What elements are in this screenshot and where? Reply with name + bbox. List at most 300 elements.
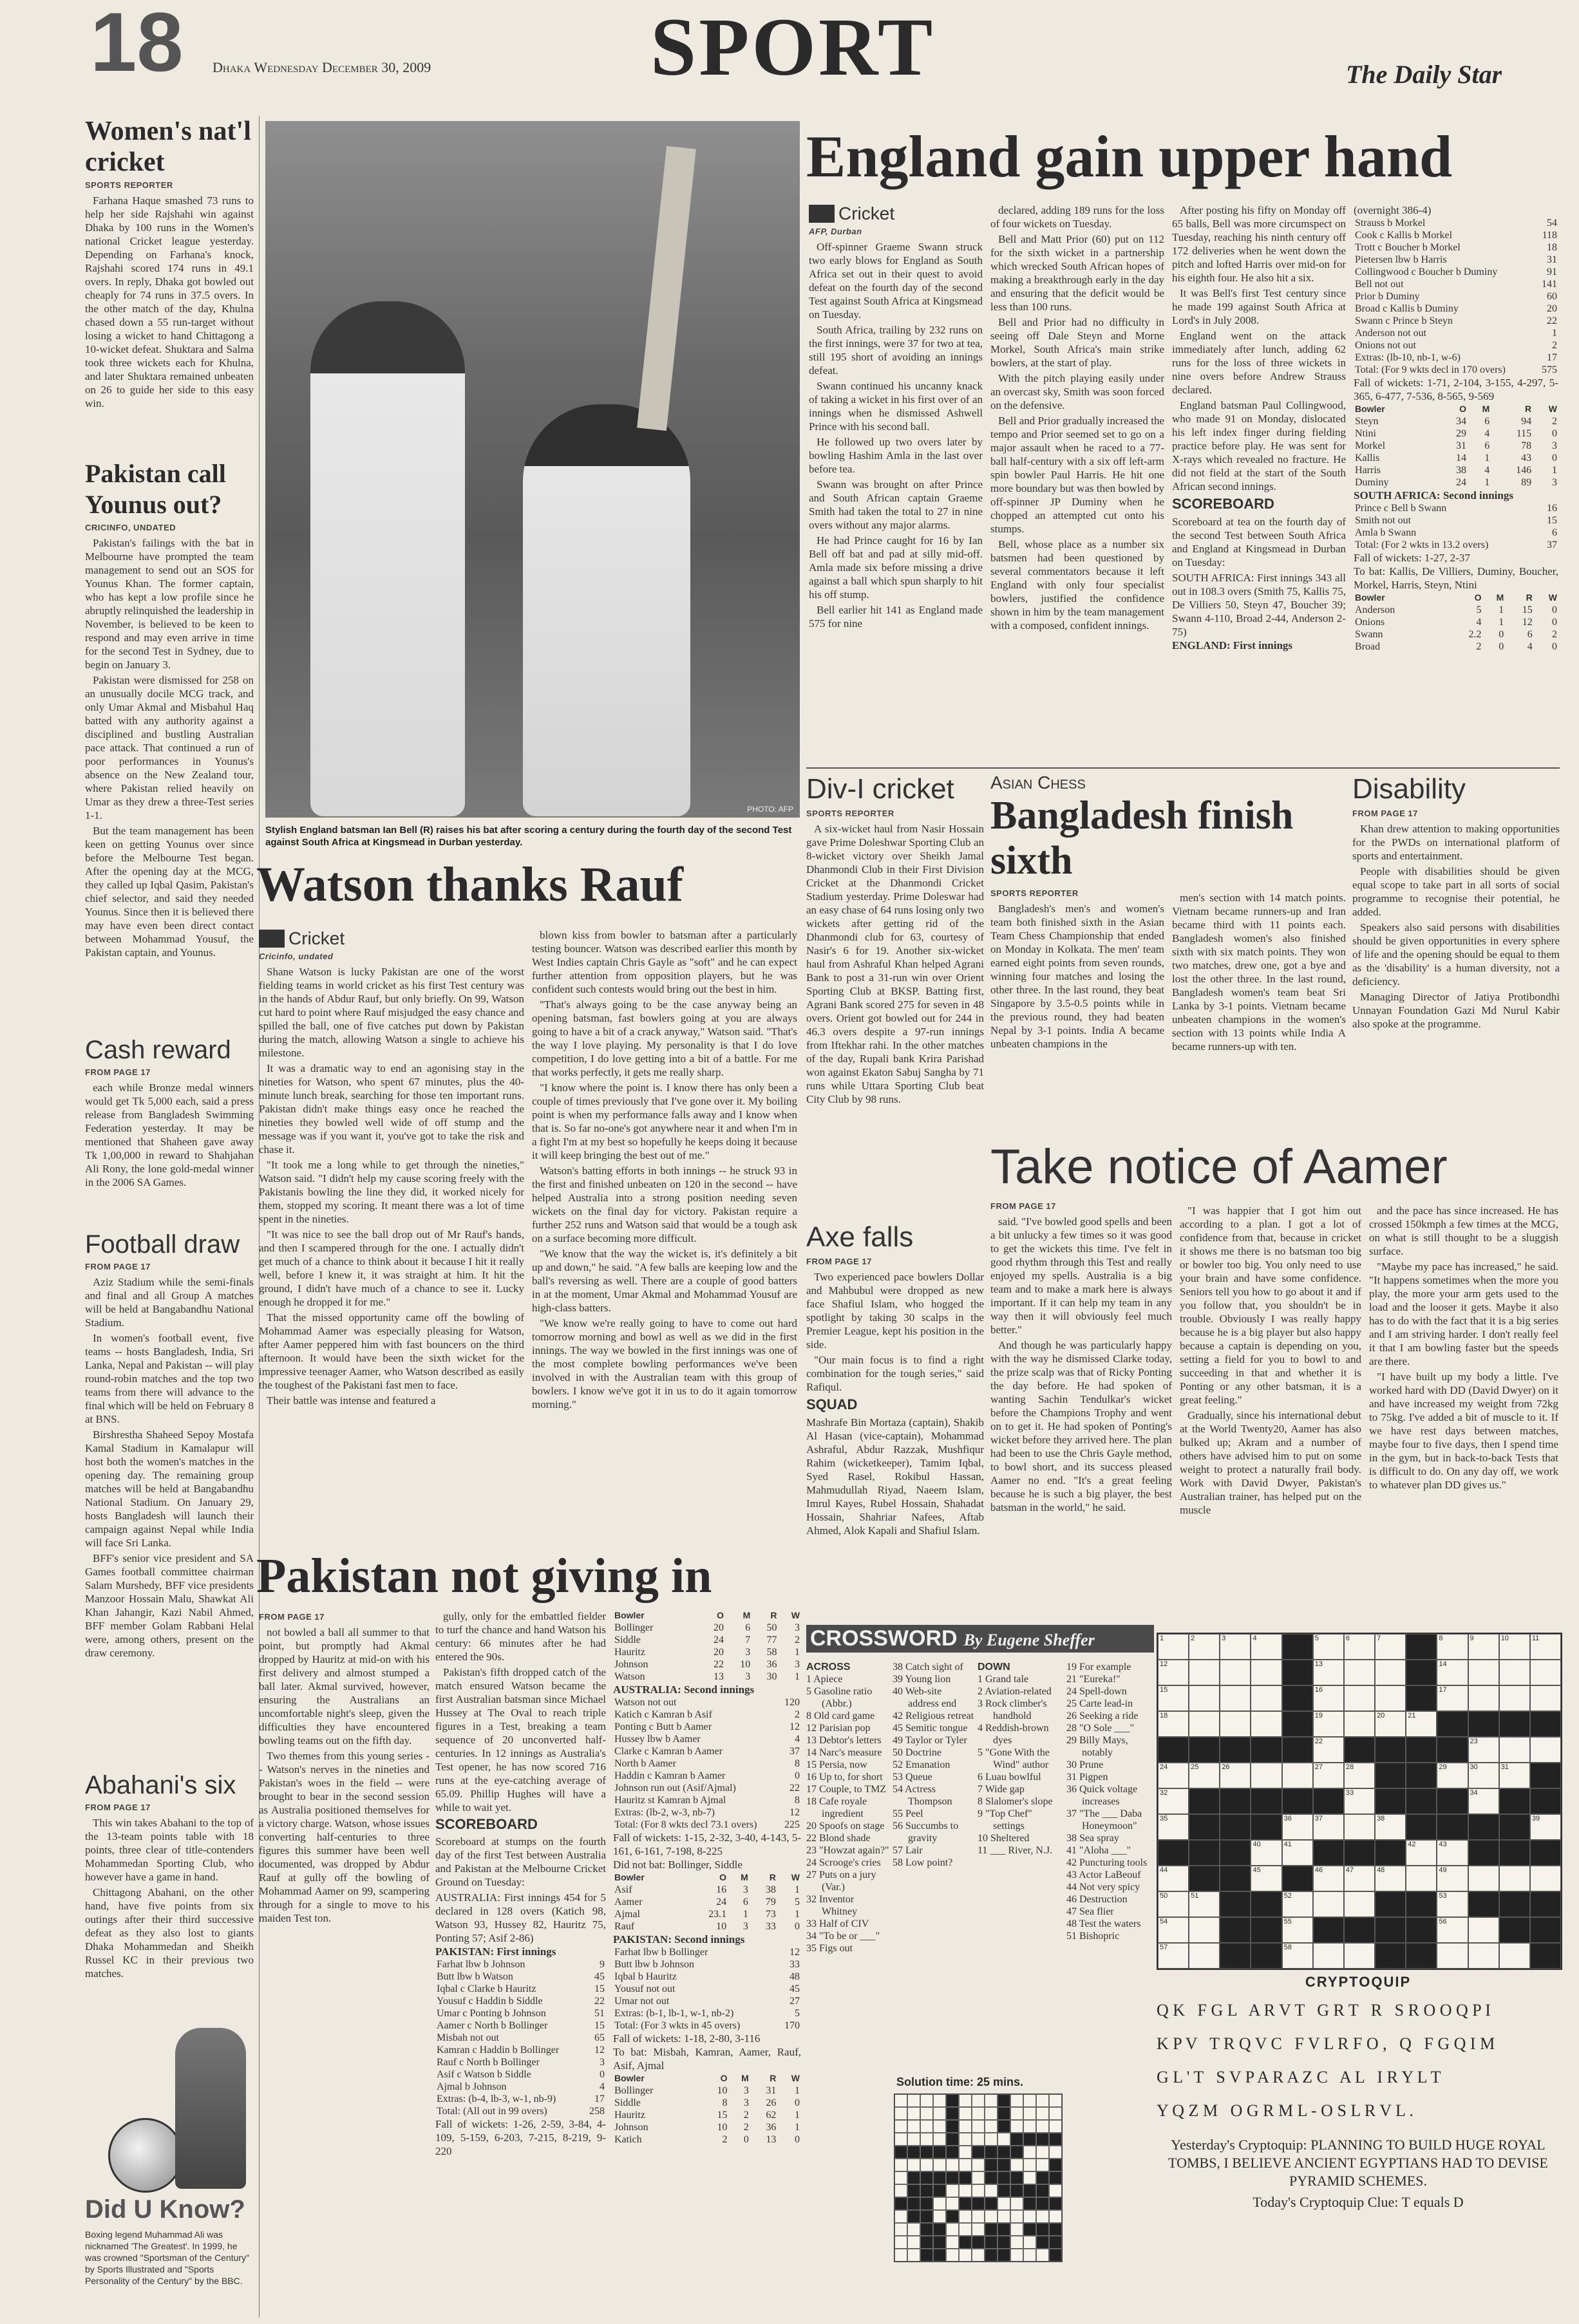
grid-cell[interactable] <box>1282 1814 1313 1840</box>
solution-cell <box>1023 2107 1036 2120</box>
table-cell: 2 <box>1552 629 1557 640</box>
table-cell: 3 <box>742 1884 748 1895</box>
table-cell: Rauf <box>614 1921 635 1932</box>
grid-cell[interactable] <box>1468 1917 1499 1943</box>
down-title: DOWN <box>978 1662 1010 1673</box>
grid-cell[interactable] <box>1282 1943 1313 1969</box>
cell-number: 28 <box>1345 1763 1354 1771</box>
table-cell: North b Aamer <box>614 1758 676 1769</box>
solution-cell <box>946 2223 959 2236</box>
grid-cell[interactable] <box>1158 1917 1189 1943</box>
solution-block <box>972 2197 985 2210</box>
table-row <box>613 1646 801 1658</box>
grid-cell[interactable] <box>1158 1866 1189 1891</box>
grid-cell[interactable] <box>1375 1660 1406 1685</box>
solution-block <box>1023 2223 1036 2236</box>
table-cell: 258 <box>589 2106 605 2117</box>
table-cell: 22 <box>1547 315 1557 326</box>
cell-number: 35 <box>1160 1815 1168 1823</box>
grid-block <box>1406 1763 1437 1788</box>
table-cell: 78 <box>1521 440 1532 451</box>
paragraph: Aziz Stadium while the semi-finals and final and all Group A matches will be held at Bangabandhu National Stadium. <box>85 1276 254 1329</box>
grid-cell[interactable] <box>1189 1711 1220 1737</box>
byline: Cricinfo, undated <box>259 951 334 961</box>
cell-number: 43 <box>1439 1841 1447 1848</box>
table-cell: 1 <box>1552 465 1557 476</box>
grid-cell[interactable] <box>1251 1634 1281 1660</box>
grid-cell[interactable] <box>1468 1660 1499 1685</box>
grid-cell[interactable] <box>1313 1685 1344 1711</box>
table-cell: 38 <box>765 1884 776 1895</box>
grid-cell[interactable] <box>1437 1634 1468 1660</box>
paragraph: But the team management has been keen on getting Younus over since before the Melbourne Test began. After the opening day at the MCG, they called up Iqbal Qasim, Pakistan's chief selector, and said they needed Younus. Since then it is believed there may have even been direct contact between Mohammad Yousuf, the Pakistan captain, and Younus. <box>85 825 254 959</box>
grid-cell[interactable] <box>1530 1634 1561 1660</box>
grid-cell[interactable] <box>1220 1685 1251 1711</box>
paragraph: "I was happier that I got him out according to a plan. I got a lot of confidence from that, because in cricket it shows me there is no batsman too big or bowler too big. You only need to use your brain and have some confidence. Seniors tell you how to go about it and if you follow that, you shouldn't be in trouble. Obviously I was really happy because he is a big player but also happy because a captain is depending on you, setting a field for you to bowl to and succeeding in that and whether it is Ponting or any other batsman, it is a great feeling." <box>1180 1204 1361 1406</box>
table-row <box>435 2093 606 2105</box>
solution-cell <box>959 2133 972 2146</box>
pak-second-table <box>613 1946 801 2032</box>
cell-number: 8 <box>1439 1635 1443 1642</box>
grid-block <box>1189 1814 1220 1840</box>
table-cell: 12 <box>790 1721 800 1732</box>
grid-cell[interactable] <box>1406 1866 1437 1891</box>
byline: AFP, Durban <box>809 227 862 236</box>
table-cell: 10 <box>716 1921 727 1932</box>
grid-cell[interactable] <box>1375 1634 1406 1660</box>
cell-number: 57 <box>1160 1944 1168 1951</box>
grid-cell[interactable] <box>1437 1685 1468 1711</box>
grid-cell[interactable] <box>1375 1685 1406 1711</box>
table-row <box>435 2056 606 2068</box>
grid-cell[interactable] <box>1158 1788 1189 1814</box>
table-row <box>435 2032 606 2044</box>
cell-number: 54 <box>1160 1918 1168 1926</box>
table-row <box>1354 229 1558 241</box>
table-cell: 12 <box>790 1807 800 1818</box>
grid-cell[interactable] <box>1189 1917 1220 1943</box>
grid-cell[interactable] <box>1499 1634 1530 1660</box>
cell-number: 9 <box>1470 1635 1474 1642</box>
solution-cell <box>1049 2184 1062 2197</box>
solution-cell <box>1023 2120 1036 2133</box>
header-cell: R <box>770 1610 777 1620</box>
chess-col2 <box>1172 891 1346 1139</box>
table-cell: Johnson run out (Asif/Ajmal) <box>614 1783 736 1794</box>
crossword-grid[interactable] <box>1157 1633 1562 1970</box>
grid-cell[interactable] <box>1344 1711 1375 1737</box>
headline: Pakistan not giving in <box>256 1549 712 1603</box>
paragraph: BFF's senior vice president and SA Games football committee chairman Salam Murshedy, BFF vice presidents Manzoor Hossain Malu, Shawkat Ali Khan Jahangir, Kazi Nabil Ahmed, BFF member Golam Rabbani Helal were, among others, present on the draw ceremony. <box>85 1552 254 1659</box>
grid-cell[interactable] <box>1468 1737 1499 1763</box>
grid-cell[interactable] <box>1530 1685 1561 1711</box>
grid-cell[interactable] <box>1251 1866 1281 1891</box>
table-cell: 0 <box>795 1921 800 1932</box>
table-cell: 38 <box>1456 465 1466 476</box>
grid-cell[interactable] <box>1499 1943 1530 1969</box>
england-col2 <box>990 203 1164 764</box>
grid-cell[interactable] <box>1468 1866 1499 1891</box>
aamer-col2 <box>1180 1204 1361 1617</box>
solution-block <box>985 2197 998 2210</box>
table-row <box>1354 254 1558 266</box>
grid-cell[interactable] <box>1468 1788 1499 1814</box>
grid-cell[interactable] <box>1313 1943 1344 1969</box>
womens-cricket-story <box>85 116 254 457</box>
grid-cell[interactable] <box>1499 1737 1530 1763</box>
table-cell: 30 <box>766 1671 777 1682</box>
solution-cell <box>920 2120 933 2133</box>
solution-block <box>907 2184 920 2197</box>
grid-cell[interactable] <box>1344 1891 1375 1917</box>
clue: 7 Wide gap <box>978 1784 1025 1795</box>
solution-block <box>920 2210 933 2223</box>
table-cell: 0 <box>1552 453 1557 464</box>
paragraph: He had Prince caught for 16 by Ian Bell off bat and pad at silly mid-off. Amla made six before missing a drive against a ball which spun sharply to hit his off stump. <box>809 534 983 601</box>
solution-cell <box>985 2133 998 2146</box>
grid-cell[interactable] <box>1313 1891 1344 1917</box>
solution-block <box>920 2146 933 2159</box>
table-cell: 37 <box>1547 539 1557 550</box>
cell-number: 44 <box>1160 1866 1168 1874</box>
grid-block <box>1251 1943 1281 1969</box>
solution-cell <box>946 2159 959 2171</box>
table-cell: 4 <box>795 1734 800 1745</box>
header-cell: R <box>769 1872 776 1882</box>
cell-number: 46 <box>1314 1866 1323 1874</box>
grid-cell[interactable] <box>1158 1814 1189 1840</box>
solution-cell <box>972 2107 985 2120</box>
table-cell: Broad c Kallis b Duminy <box>1355 303 1459 314</box>
clue: 15 Persia, now <box>806 1759 867 1770</box>
table-row <box>613 1745 801 1757</box>
grid-cell[interactable] <box>1499 1685 1530 1711</box>
grid-block <box>1530 1917 1561 1943</box>
grid-cell[interactable] <box>1468 1943 1499 1969</box>
table-cell: Misbah not out <box>437 2032 499 2043</box>
solution-cell <box>907 2223 920 2236</box>
solution-cell <box>959 2210 972 2223</box>
england-col4 <box>1354 203 1558 764</box>
grid-block <box>1375 1737 1406 1763</box>
grid-cell[interactable] <box>1158 1685 1189 1711</box>
grid-block <box>1375 1763 1406 1788</box>
grid-cell[interactable] <box>1158 1634 1189 1660</box>
grid-cell[interactable] <box>1406 1711 1437 1737</box>
cell-number: 45 <box>1253 1866 1261 1874</box>
table-cell: Iqbal c Clarke b Hauritz <box>437 1983 536 1994</box>
table-cell: 3 <box>1552 440 1557 451</box>
solution-block <box>1049 2223 1062 2236</box>
headline: Disability <box>1352 773 1466 805</box>
grid-cell[interactable] <box>1158 1891 1189 1917</box>
grid-cell[interactable] <box>1344 1788 1375 1814</box>
grid-cell[interactable] <box>1251 1763 1281 1788</box>
clue: 33 Half of CIV <box>806 1918 869 1929</box>
down-list <box>1066 1661 1153 1942</box>
table-row <box>1354 327 1558 339</box>
pak-bowling-table <box>613 1871 801 1933</box>
grid-cell[interactable] <box>1344 1660 1375 1685</box>
grid-block <box>1406 1788 1437 1814</box>
grid-block <box>1499 1711 1530 1737</box>
byline: FROM PAGE 17 <box>85 1067 151 1077</box>
table-cell: 24 <box>716 1897 727 1907</box>
grid-cell[interactable] <box>1437 1763 1468 1788</box>
football-draw-story <box>85 1230 254 1770</box>
grid-cell[interactable] <box>1499 1763 1530 1788</box>
clue: 24 Spell-down <box>1066 1686 1127 1697</box>
grid-block <box>1375 1943 1406 1969</box>
grid-cell[interactable] <box>1437 1866 1468 1891</box>
paragraph: "That's always going to be the case anyway being an opening batsman, fast bowlers going at you are always going to have a bit of a crack anyway," Watson said. "That's the way I love playing. My personality is that I do love competition, I do love getting into a bit of a battle. For me that works perfectly, it gets me really sharp. <box>532 998 797 1078</box>
grid-cell[interactable] <box>1437 1840 1468 1866</box>
paragraph: After posting his fifty on Monday off 65 balls, Bell was more circumspect on Tuesday, reaching his ninth century off 172 deliveries when he went down the pitch and lofted Harris over mid-on for his eighth four. He also hit a six. <box>1172 204 1346 284</box>
grid-cell[interactable] <box>1189 1685 1220 1711</box>
table-cell: 13 <box>766 2134 777 2145</box>
grid-cell[interactable] <box>1499 1660 1530 1685</box>
table-row <box>613 1721 801 1733</box>
table-row <box>1354 604 1558 616</box>
table-cell: Bollinger <box>614 2085 654 2096</box>
paragraph: A six-wicket haul from Nasir Hossain gave Prime Doleshwar Sporting Club an 8-wicket victory over Sheikh Jamal Dhanmondi Club in their First Division Cricket at the Dhanmondi Cricket Stadium yesterday. Prime Doleswar had an easy chase of 64 runs losing only two wickets after getting rid of the Dhanmondi club for 63, courtesy of Nasir's 6 for 19. Another six-wicket haul from Ashraful Khan helped Agrani Bank to post a 31-run win over Orient Sporting Club at BKSP. Batting first, Agrani Bank scored 275 for seven in 48 overs. Orient got bowled out for 244 in 46.3 overs despite a 97-run innings from Iftekhar rahi. In the other matches of the day, Rupali bank Krira Parishad won against Ekaton Sabuj Sangha by 71 runs while Uttara Sporting Club beat City Club by 98 runs. <box>806 823 984 1105</box>
grid-cell[interactable] <box>1437 1891 1468 1917</box>
aus-bowling1-table <box>613 1609 801 1683</box>
grid-cell[interactable] <box>1251 1660 1281 1685</box>
across-clues-1 <box>806 1661 890 2318</box>
cell-number: 23 <box>1470 1738 1478 1745</box>
section-title: SPORT <box>650 5 936 89</box>
header-cell: W <box>791 1872 800 1882</box>
table-cell: 3 <box>743 2085 749 2096</box>
solution-cell <box>920 2159 933 2171</box>
solution-cell <box>920 2107 933 2120</box>
across-clues-2 <box>893 1661 975 2060</box>
grid-cell[interactable] <box>1313 1711 1344 1737</box>
disability-story <box>1352 773 1560 1133</box>
grid-cell[interactable] <box>1282 1891 1313 1917</box>
grid-cell[interactable] <box>1344 1634 1375 1660</box>
grid-cell[interactable] <box>1499 1866 1530 1891</box>
table-row <box>613 2121 801 2133</box>
table-cell: 1 <box>795 2085 800 2096</box>
table-row <box>613 1958 801 1971</box>
grid-cell[interactable] <box>1251 1840 1281 1866</box>
div1-cricket-story <box>806 773 984 1262</box>
grid-cell[interactable] <box>1437 1943 1468 1969</box>
grid-cell[interactable] <box>1344 1763 1375 1788</box>
table-cell: Siddle <box>614 2097 641 2108</box>
grid-block <box>1375 1917 1406 1943</box>
grid-cell[interactable] <box>1344 1943 1375 1969</box>
table-cell: 16 <box>1547 503 1557 514</box>
table-cell: Umar not out <box>614 1996 670 2007</box>
paragraph: "We know we're really going to have to come out hard tomorrow morning and bowl as well as we did in the first innings. The way we bowled in the first innings was one of the most complete bowling performances we've been involved in with the Australian team with this group of bowlers. I know we've got it in us to do it again tomorrow morning." <box>532 1317 797 1410</box>
grid-cell[interactable] <box>1220 1634 1251 1660</box>
table-row <box>613 1884 801 1896</box>
grid-cell[interactable] <box>1344 1814 1375 1840</box>
grid-cell[interactable] <box>1530 1660 1561 1685</box>
paragraph: Pakistan were dismissed for 258 on an unusually docile MCG track, and only Umar Akmal and Misbahul Haq batted with any authority against a disciplined and bustling Australian pace attack. That continued a run of poor performances in Younus's absence on the New Zealand tour, where Pakistan relied heavily on Umar as they drew a three-Test series 1-1. <box>85 674 254 821</box>
solution-cell <box>894 2171 907 2184</box>
grid-block <box>1282 1634 1313 1660</box>
grid-block <box>1406 1814 1437 1840</box>
grid-cell[interactable] <box>1530 1866 1561 1891</box>
grid-cell[interactable] <box>1189 1763 1220 1788</box>
paragraph: said. "I've bowled good spells and been a bit unlucky a few times so it was good to get the wickets this time. I've felt in good rhythm through this Test and really enjoyed my spells. Australia is a big team and to make a mark here is always important. If it can help my team in any way then it will obviously feel much better." <box>990 1215 1172 1336</box>
clue: 17 Couple, to TMZ <box>806 1784 887 1795</box>
table-cell: 5 <box>1476 604 1482 615</box>
solution-cell <box>894 2159 907 2171</box>
cell-number: 6 <box>1345 1635 1350 1642</box>
grid-block <box>1220 1917 1251 1943</box>
grid-cell[interactable] <box>1282 1840 1313 1866</box>
grid-cell[interactable] <box>1158 1660 1189 1685</box>
watson-col2 <box>532 928 797 1551</box>
solution-block <box>1049 2236 1062 2249</box>
grid-cell[interactable] <box>1251 1685 1281 1711</box>
grid-cell[interactable] <box>1468 1763 1499 1788</box>
grid-cell[interactable] <box>1406 1840 1437 1866</box>
photo-caption: Stylish England batsman Ian Bell (R) raises his bat after scoring a century during the fourth day of the second Test against South Africa at Kingsmead in Durban yesterday. <box>265 825 792 848</box>
grid-cell[interactable] <box>1189 1891 1220 1917</box>
grid-cell[interactable] <box>1437 1660 1468 1685</box>
grid-cell[interactable] <box>1251 1711 1281 1737</box>
grid-cell[interactable] <box>1220 1763 1251 1788</box>
grid-cell[interactable] <box>1158 1943 1189 1969</box>
overnight: (overnight 386-4) <box>1354 204 1432 216</box>
grid-cell[interactable] <box>1375 1866 1406 1891</box>
solution-cell <box>1010 2236 1023 2249</box>
table-cell: Collingwood c Boucher b Duminy <box>1355 267 1498 277</box>
grid-cell[interactable] <box>1313 1763 1344 1788</box>
table-cell: 15 <box>1522 604 1533 615</box>
story-body <box>435 1609 606 1814</box>
grid-cell[interactable] <box>1158 1763 1189 1788</box>
table-cell: Bell not out <box>1355 279 1404 290</box>
grid-block <box>1375 1788 1406 1814</box>
solution-block <box>998 2171 1010 2184</box>
table-cell: 12 <box>1522 617 1533 628</box>
solution-cell <box>998 2197 1010 2210</box>
story-body <box>259 1626 430 1925</box>
grid-cell[interactable] <box>1313 1814 1344 1840</box>
grid-cell[interactable] <box>1220 1711 1251 1737</box>
table-cell: 146 <box>1516 465 1532 476</box>
table-row <box>435 1995 606 2007</box>
clue: 42 Religious retreat <box>893 1710 974 1721</box>
grid-cell[interactable] <box>1344 1866 1375 1891</box>
batsman-left-figure <box>310 301 465 816</box>
grid-block <box>1499 1788 1530 1814</box>
paragraph: Chittagong Abahani, on the other hand, have five points from six outings after their third successive defeat as they also lost to giants Dhaka Mohammedan and Sheikh Russel KC in their previous two matches. <box>85 1886 254 1980</box>
grid-cell[interactable] <box>1437 1917 1468 1943</box>
paragraph: Bell, whose place as a number six batsmen had been questioned by several commentators because it left England with only four specialist bowlers, justified the confidence shown in him by the team management with a composed, confident innings. <box>990 538 1164 632</box>
grid-cell[interactable] <box>1158 1711 1189 1737</box>
cell-number: 55 <box>1283 1918 1292 1926</box>
solution-cell <box>1023 2146 1036 2159</box>
table-cell: Asif <box>614 1884 632 1895</box>
solution-block <box>933 2184 946 2197</box>
solution-block <box>894 2146 907 2159</box>
solution-block <box>1036 2223 1049 2236</box>
table-cell: Clarke c Kamran b Aamer <box>614 1746 723 1757</box>
pakistan-call-story <box>85 458 254 1031</box>
grid-cell[interactable] <box>1313 1660 1344 1685</box>
table-cell: 23.1 <box>708 1909 727 1920</box>
grid-cell[interactable] <box>1375 1711 1406 1737</box>
cell-number: 26 <box>1222 1763 1230 1771</box>
table-row <box>1354 440 1558 452</box>
table-cell: 5 <box>795 2008 800 2019</box>
paragraph: Farhana Haque smashed 73 runs to help her side Rajshahi win against Dhaka by 100 runs in the Women's national Cricket league yesterday. Depending on Farhana's knock, Rajshahi scored 174 runs in 49.1 overs. In reply, Dhaka got bowled out cheaply for 74 runs in 37.5 overs. In the other match of the day, Khulna chased down a 55 run-target without losing a wicket to hand Chittagong a 10-wicket defeat. Shuktara and Salma took three wickets each for Khulna, and later Shuktara remained unbeaten on 26 to guide her side to this easy win. <box>85 194 254 409</box>
table-cell: 141 <box>1542 279 1557 290</box>
solution-block <box>907 2210 920 2223</box>
cell-number: 33 <box>1345 1789 1354 1797</box>
grid-cell[interactable] <box>1344 1685 1375 1711</box>
solution-cell <box>1036 2146 1049 2159</box>
solution-cell <box>985 2107 998 2120</box>
eng-first-innings-title: ENGLAND: First innings <box>1172 639 1293 651</box>
cell-number: 21 <box>1408 1712 1416 1720</box>
grid-cell[interactable] <box>1220 1660 1251 1685</box>
grid-cell[interactable] <box>1189 1660 1220 1685</box>
table-cell: Hussey lbw b Aamer <box>614 1734 701 1745</box>
grid-cell[interactable] <box>1313 1634 1344 1660</box>
table-cell: Total: (For 8 wkts decl 73.1 overs) <box>614 1819 757 1830</box>
grid-cell[interactable] <box>1189 1943 1220 1969</box>
grid-cell[interactable] <box>1313 1866 1344 1891</box>
clue: 23 "Howzat again?" <box>806 1845 889 1856</box>
table-row <box>613 1896 801 1908</box>
paragraph: That the missed opportunity came off the bowling of Mohammad Aamer was especially pleasing for Watson, after Aamer peppered him with fast bouncers on the third afternoon. It would have been the sixth wicket for the impressive teenager Aamer, who Watson described as easily the toughest of the Pakistani fast men to face. <box>259 1311 524 1391</box>
grid-cell[interactable] <box>1530 1814 1561 1840</box>
table-cell: Ponting c Butt b Aamer <box>614 1721 712 1732</box>
grid-block <box>1344 1737 1375 1763</box>
clue: 40 Web-site address end <box>893 1686 957 1709</box>
grid-cell[interactable] <box>1282 1763 1313 1788</box>
table-cell: 2 <box>1476 641 1482 652</box>
grid-block <box>1220 1737 1251 1763</box>
aus-did-not-bat: Did not bat: Bollinger, Siddle <box>613 1859 742 1871</box>
grid-cell[interactable] <box>1468 1634 1499 1660</box>
grid-cell[interactable] <box>1375 1814 1406 1840</box>
table-cell: 20 <box>714 1622 724 1633</box>
paragraph: Bell earlier hit 141 as England made 575 for nine <box>809 604 983 630</box>
table-cell: Watson not out <box>614 1697 677 1708</box>
solution-cell <box>894 2107 907 2120</box>
grid-cell[interactable] <box>1282 1917 1313 1943</box>
grid-cell[interactable] <box>1530 1737 1561 1763</box>
table-row <box>435 2044 606 2056</box>
clue: 10 Sheltered <box>978 1833 1030 1844</box>
down-clues-1 <box>978 1661 1064 2060</box>
cell-number: 7 <box>1377 1635 1381 1642</box>
table-cell: 29 <box>1456 428 1466 439</box>
table-row <box>435 2019 606 2032</box>
grid-cell[interactable] <box>1468 1685 1499 1711</box>
grid-block <box>1499 1917 1530 1943</box>
table-cell: 24 <box>1456 477 1466 488</box>
solution-block <box>1036 2171 1049 2184</box>
table-cell: 6 <box>742 1897 748 1907</box>
grid-cell[interactable] <box>1313 1737 1344 1763</box>
clue: 31 Pigpen <box>1066 1772 1108 1783</box>
clue: 54 Actress Thompson <box>893 1784 952 1807</box>
cell-number: 34 <box>1470 1789 1478 1797</box>
table-cell: 2 <box>795 1709 800 1720</box>
grid-cell[interactable] <box>1189 1634 1220 1660</box>
